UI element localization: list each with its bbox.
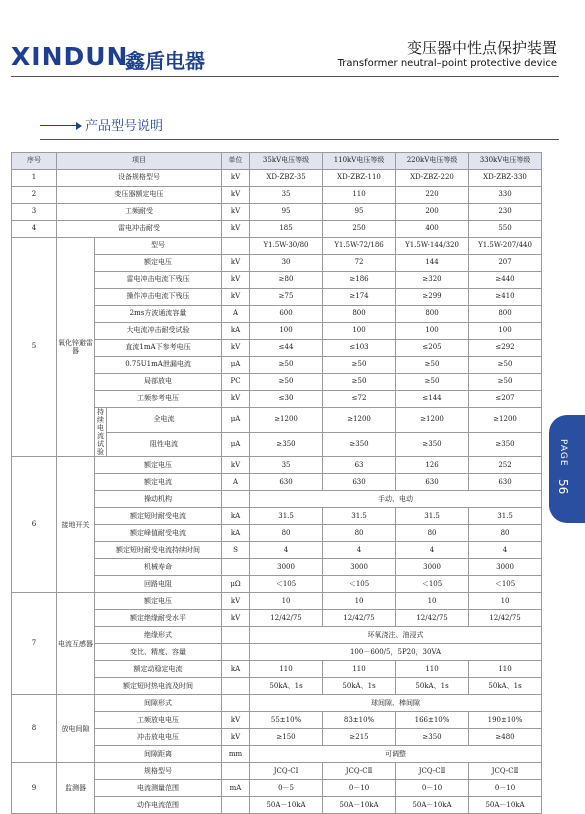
table-row (12, 238, 542, 255)
header-cell: 单位 (222, 153, 250, 170)
item-cell: 工频放电电压 (95, 712, 222, 729)
row-number: 3 (12, 204, 57, 221)
header-divider (11, 76, 559, 77)
value-cell: ≥50 (396, 374, 469, 391)
header-cell: 330kV电压等级 (469, 153, 542, 170)
value-cell: 110 (323, 661, 396, 678)
value-cell: ≥350 (396, 729, 469, 746)
value-cell: 100－600/5，5P20，30VA (250, 644, 542, 661)
value-cell: ≥1200 (250, 408, 323, 433)
value-cell: 球间隙、棒间隙 (250, 695, 542, 712)
value-cell: 550 (469, 221, 542, 238)
item-cell: 型号 (95, 238, 222, 255)
unit-cell (222, 238, 250, 255)
value-cell: 手动、电动 (250, 491, 542, 508)
section-title: 产品型号说明 (85, 119, 164, 134)
value-cell: XD-ZBZ-35 (250, 170, 323, 187)
value-cell: 252 (469, 457, 542, 474)
unit-cell: kV (222, 255, 250, 272)
value-cell: 126 (396, 457, 469, 474)
item-cell: 操作冲击电流下残压 (95, 289, 222, 306)
value-cell: 31.5 (396, 508, 469, 525)
value-cell: 207 (469, 255, 542, 272)
page-tab (549, 415, 585, 523)
item-cell: 操动机构 (95, 491, 222, 508)
value-cell: Y1.5W-30/80 (250, 238, 323, 255)
item-cell: 额定电压 (95, 457, 222, 474)
value-cell: 31.5 (250, 508, 323, 525)
unit-cell: μA (222, 408, 250, 433)
value-cell: ≤292 (469, 340, 542, 357)
item-cell: 额定电流 (95, 474, 222, 491)
value-cell: 31.5 (323, 508, 396, 525)
value-cell: ≥320 (396, 272, 469, 289)
item-cell: 变压器额定电压 (57, 187, 222, 204)
value-cell: 55±10% (250, 712, 323, 729)
value-cell: ≤207 (469, 391, 542, 408)
value-cell: 100 (469, 323, 542, 340)
value-cell: ≥50 (469, 357, 542, 374)
value-cell: 63 (323, 457, 396, 474)
value-cell: 80 (323, 525, 396, 542)
value-cell: 50kA、1s (250, 678, 323, 695)
unit-cell: kV (222, 289, 250, 306)
value-cell: ≤103 (323, 340, 396, 357)
unit-cell (222, 491, 250, 508)
item-cell: 雷电冲击耐受 (57, 221, 222, 238)
value-cell: 110 (469, 661, 542, 678)
header-cell: 序号 (12, 153, 57, 170)
group-name: 监测器 (57, 763, 95, 814)
value-cell: JCQ-CⅡ (396, 763, 469, 780)
value-cell: 185 (250, 221, 323, 238)
item-cell: 额定电压 (95, 255, 222, 272)
item-cell: 额定绝缘耐受水平 (95, 610, 222, 627)
brand-logo-chinese: 鑫盾电器 (125, 49, 205, 73)
unit-cell: kV (222, 272, 250, 289)
value-cell: 12/42/75 (323, 610, 396, 627)
arrow-line-icon (40, 125, 78, 126)
value-cell: 50A－10kA (250, 797, 323, 814)
value-cell: 10 (323, 593, 396, 610)
unit-cell (222, 644, 250, 661)
value-cell: ≥50 (396, 357, 469, 374)
item-cell: 变比、精度、容量 (95, 644, 222, 661)
group-name: 放电间隙 (57, 695, 95, 763)
value-cell: ＜105 (323, 576, 396, 593)
unit-cell (222, 678, 250, 695)
value-cell: 250 (323, 221, 396, 238)
value-cell: ≤30 (250, 391, 323, 408)
value-cell: 800 (469, 306, 542, 323)
value-cell: ＜105 (469, 576, 542, 593)
value-cell: ≥350 (250, 432, 323, 457)
item-cell: 额定短时热电流及时间 (95, 678, 222, 695)
item-cell: 额定短时耐受电流持续时间 (95, 542, 222, 559)
value-cell: ≥350 (323, 432, 396, 457)
value-cell: 110 (250, 661, 323, 678)
unit-cell: kV (222, 204, 250, 221)
unit-cell (222, 797, 250, 814)
value-cell: 可调整 (250, 746, 542, 763)
header-cell: 220kV电压等级 (396, 153, 469, 170)
item-cell: 大电流冲击耐受试验 (95, 323, 222, 340)
item-cell: 额定短时耐受电流 (95, 508, 222, 525)
unit-cell (222, 559, 250, 576)
unit-cell: kV (222, 170, 250, 187)
unit-cell: kV (222, 729, 250, 746)
sub-group-name: 持续电流试验 (95, 408, 107, 457)
row-number: 9 (12, 763, 57, 814)
row-number: 4 (12, 221, 57, 238)
item-cell: 绝缘形式 (95, 627, 222, 644)
unit-cell: mA (222, 780, 250, 797)
page-header (0, 0, 585, 80)
value-cell: 12/42/75 (469, 610, 542, 627)
value-cell: 800 (323, 306, 396, 323)
value-cell: 630 (396, 474, 469, 491)
item-cell: 局部放电 (95, 374, 222, 391)
value-cell: 10 (396, 593, 469, 610)
table-row (12, 457, 542, 474)
item-cell: 2ms方波通流容量 (95, 306, 222, 323)
item-cell: 间隙距离 (95, 746, 222, 763)
unit-cell: kV (222, 221, 250, 238)
value-cell: 50kA、1s (469, 678, 542, 695)
table-row (12, 170, 542, 187)
value-cell: ≥1200 (469, 408, 542, 433)
value-cell: XD-ZBZ-110 (323, 170, 396, 187)
value-cell: 80 (396, 525, 469, 542)
item-cell: 冲击放电电压 (95, 729, 222, 746)
unit-cell: kA (222, 508, 250, 525)
table-row (12, 593, 542, 610)
value-cell: 12/42/75 (250, 610, 323, 627)
value-cell: 80 (469, 525, 542, 542)
item-cell: 全电流 (107, 408, 222, 433)
item-cell: 雷电冲击电流下残压 (95, 272, 222, 289)
value-cell: 0－5 (250, 780, 323, 797)
unit-cell (222, 627, 250, 644)
value-cell: 600 (250, 306, 323, 323)
unit-cell: kV (222, 593, 250, 610)
value-cell: 95 (323, 204, 396, 221)
group-name: 氧化锌避雷器 (57, 238, 95, 457)
brand-logo-text: XINDUN (11, 42, 129, 71)
table-row (12, 187, 542, 204)
header-cell: 项目 (57, 153, 222, 170)
unit-cell (222, 763, 250, 780)
table-row (12, 763, 542, 780)
value-cell: 环氧浇注、油浸式 (250, 627, 542, 644)
unit-cell: mm (222, 746, 250, 763)
value-cell: 4 (396, 542, 469, 559)
value-cell: 630 (250, 474, 323, 491)
item-cell: 工频参考电压 (95, 391, 222, 408)
item-cell: 间隙形式 (95, 695, 222, 712)
value-cell: 72 (323, 255, 396, 272)
value-cell: 220 (396, 187, 469, 204)
value-cell: ≤205 (396, 340, 469, 357)
value-cell: 0－10 (469, 780, 542, 797)
value-cell: ≤72 (323, 391, 396, 408)
value-cell: ≤144 (396, 391, 469, 408)
item-cell: 动作电流范围 (95, 797, 222, 814)
page-number: 56 (556, 479, 570, 495)
value-cell: 50kA、1s (323, 678, 396, 695)
unit-cell: kV (222, 712, 250, 729)
value-cell: 110 (396, 661, 469, 678)
value-cell: 630 (323, 474, 396, 491)
value-cell: Y1.5W-207/440 (469, 238, 542, 255)
row-number: 2 (12, 187, 57, 204)
unit-cell: A (222, 306, 250, 323)
value-cell: 95 (250, 204, 323, 221)
value-cell: 166±10% (396, 712, 469, 729)
unit-cell: A (222, 474, 250, 491)
table-row (12, 204, 542, 221)
value-cell: 80 (250, 525, 323, 542)
item-cell: 额定电压 (95, 593, 222, 610)
value-cell: ≥50 (323, 357, 396, 374)
page-title-chinese: 变压器中性点保护装置 (406, 39, 557, 57)
value-cell: 100 (396, 323, 469, 340)
item-cell: 阻性电流 (107, 432, 222, 457)
value-cell: ＜105 (396, 576, 469, 593)
item-cell: 回路电阻 (95, 576, 222, 593)
value-cell: 4 (469, 542, 542, 559)
arrow-head-icon (76, 122, 82, 130)
value-cell: ≥480 (469, 729, 542, 746)
value-cell: 31.5 (469, 508, 542, 525)
table-row (12, 221, 542, 238)
page-label: PAGE (558, 439, 568, 467)
row-number: 7 (12, 593, 57, 695)
unit-cell: μA (222, 432, 250, 457)
value-cell: ≥350 (469, 432, 542, 457)
value-cell: JCQ-CⅠ (250, 763, 323, 780)
value-cell: ≥50 (323, 374, 396, 391)
page-title-english: Transformer neutral–point protective device (337, 58, 557, 69)
value-cell: 3000 (396, 559, 469, 576)
header-cell: 35kV电压等级 (250, 153, 323, 170)
item-cell: 0.75U1mA泄漏电流 (95, 357, 222, 374)
value-cell: ≥50 (250, 374, 323, 391)
value-cell: XD-ZBZ-330 (469, 170, 542, 187)
item-cell: 额定动稳定电流 (95, 661, 222, 678)
value-cell: 144 (396, 255, 469, 272)
value-cell: ≥75 (250, 289, 323, 306)
value-cell: 50A－10kA (396, 797, 469, 814)
row-number: 8 (12, 695, 57, 763)
value-cell: 50A－10kA (469, 797, 542, 814)
value-cell: 3000 (323, 559, 396, 576)
item-cell: 直流1mA下参考电压 (95, 340, 222, 357)
value-cell: 83±10% (323, 712, 396, 729)
item-cell: 额定峰值耐受电流 (95, 525, 222, 542)
value-cell: 10 (250, 593, 323, 610)
value-cell: Y1.5W-144/320 (396, 238, 469, 255)
item-cell: 工频耐受 (57, 204, 222, 221)
unit-cell: kV (222, 187, 250, 204)
value-cell: ≤44 (250, 340, 323, 357)
unit-cell: kA (222, 525, 250, 542)
value-cell: 35 (250, 457, 323, 474)
value-cell: 12/42/75 (396, 610, 469, 627)
unit-cell: S (222, 542, 250, 559)
unit-cell (222, 695, 250, 712)
value-cell: ≥1200 (323, 408, 396, 433)
value-cell: ≥186 (323, 272, 396, 289)
table-row (12, 695, 542, 712)
table-body (12, 170, 542, 814)
value-cell: 4 (250, 542, 323, 559)
row-number: 5 (12, 238, 57, 457)
unit-cell: kV (222, 457, 250, 474)
value-cell: ≥299 (396, 289, 469, 306)
value-cell: 0－10 (396, 780, 469, 797)
value-cell: 230 (469, 204, 542, 221)
value-cell: JCQ-CⅡ (469, 763, 542, 780)
unit-cell: kA (222, 661, 250, 678)
value-cell: 200 (396, 204, 469, 221)
table-header-row (12, 153, 542, 170)
group-name: 电流互感器 (57, 593, 95, 695)
value-cell: ≥215 (323, 729, 396, 746)
value-cell: ＜105 (250, 576, 323, 593)
value-cell: 100 (250, 323, 323, 340)
value-cell: 0－10 (323, 780, 396, 797)
value-cell: ≥50 (250, 357, 323, 374)
value-cell: ≥174 (323, 289, 396, 306)
value-cell: 50kA、1s (396, 678, 469, 695)
value-cell: 330 (469, 187, 542, 204)
value-cell: XD-ZBZ-220 (396, 170, 469, 187)
value-cell: ≥440 (469, 272, 542, 289)
value-cell: ≥350 (396, 432, 469, 457)
item-cell: 规格型号 (95, 763, 222, 780)
value-cell: 30 (250, 255, 323, 272)
value-cell: 4 (323, 542, 396, 559)
unit-cell: μΩ (222, 576, 250, 593)
unit-cell: μA (222, 357, 250, 374)
value-cell: ≥50 (469, 374, 542, 391)
value-cell: ≥80 (250, 272, 323, 289)
item-cell: 机械寿命 (95, 559, 222, 576)
row-number: 6 (12, 457, 57, 593)
value-cell: 3000 (469, 559, 542, 576)
value-cell: 10 (469, 593, 542, 610)
unit-cell: kV (222, 340, 250, 357)
value-cell: JCQ-CⅡ (323, 763, 396, 780)
value-cell: ≥150 (250, 729, 323, 746)
unit-cell: kV (222, 391, 250, 408)
value-cell: 110 (323, 187, 396, 204)
spec-table (11, 152, 542, 814)
value-cell: 630 (469, 474, 542, 491)
item-cell: 设备规格型号 (57, 170, 222, 187)
item-cell: 电流测量范围 (95, 780, 222, 797)
value-cell: 3000 (250, 559, 323, 576)
value-cell: 800 (396, 306, 469, 323)
section-divider (40, 139, 559, 140)
value-cell: Y1.5W-72/186 (323, 238, 396, 255)
value-cell: 190±10% (469, 712, 542, 729)
value-cell: 35 (250, 187, 323, 204)
row-number: 1 (12, 170, 57, 187)
unit-cell: kA (222, 323, 250, 340)
unit-cell: kV (222, 610, 250, 627)
value-cell: 400 (396, 221, 469, 238)
group-name: 接地开关 (57, 457, 95, 593)
value-cell: 100 (323, 323, 396, 340)
value-cell: ≥410 (469, 289, 542, 306)
unit-cell: PC (222, 374, 250, 391)
value-cell: ≥1200 (396, 408, 469, 433)
value-cell: 50A－10kA (323, 797, 396, 814)
header-cell: 110kV电压等级 (323, 153, 396, 170)
